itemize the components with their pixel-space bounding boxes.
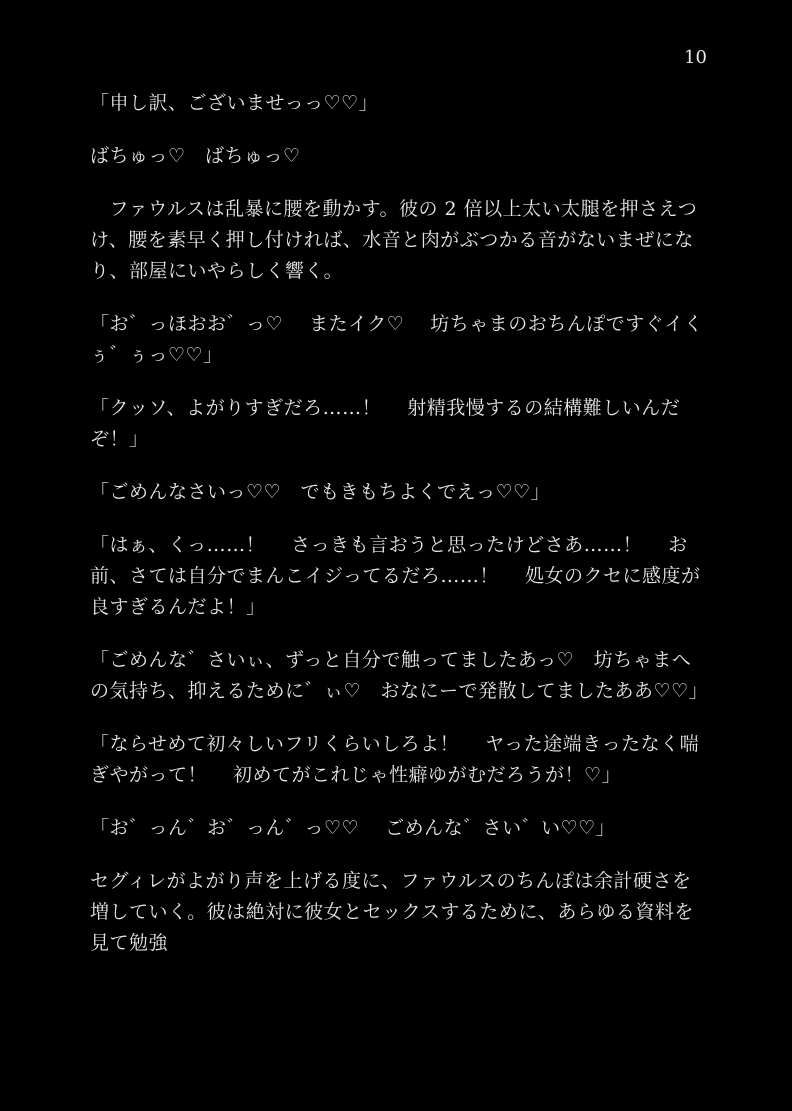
- paragraph: 「ごめんな゛さいぃ、ずっと自分で触ってましたあっ♡ 坊ちゃまへの気持ち、抑えるために゛ぃ♡ おなにーで発散してましたああ♡♡」: [90, 649, 709, 702]
- paragraph: 「はぁ、くっ……！ さっきも言おうと思ったけどさあ……！ お前、さては自分でまんこイジってるだろ……！ 処女のクセに感度が良すぎるんだよ！」: [90, 534, 701, 618]
- paragraph: 「ならせめて初々しいフリくらいしろよ！ ヤった途端きったなく喘ぎやがって！ 初めてがこれじゃ性癖ゆがむだろうが！♡」: [90, 733, 700, 786]
- page-number: 10: [684, 47, 707, 68]
- paragraph: 「申し訳、ございませっっ♡♡」: [90, 92, 379, 114]
- paragraph: 「お゛っほおお゛っ♡ またイク♡ 坊ちゃまのおちんぽですぐイくぅ゛ぅっ♡♡」: [90, 313, 704, 366]
- paragraph: 「クッソ、よがりすぎだろ……！ 射精我慢するの結構難しいんだぞ！」: [90, 397, 681, 450]
- paragraph: 「ごめんなさいっ♡♡ でもきもちよくでえっ♡♡」: [90, 481, 551, 503]
- paragraph: ばちゅっ♡ ばちゅっ♡: [90, 145, 301, 167]
- paragraph: セグィレがよがり声を上げる度に、ファウルスのちんぽは余計硬さを増していく。彼は絶対に彼女とセックスするために、あらゆる資料を見て勉強: [90, 870, 694, 954]
- body-text: [90, 88, 710, 959]
- paragraph: ファウルスは乱暴に腰を動かす。彼の 2 倍以上太い太腿を押さえつけ、腰を素早く押し付ければ、水音と肉がぶつかる音がないまぜになり、部屋にいやらしく響く。: [90, 198, 698, 282]
- paragraph: 「お゛っん゛お゛っん゛っ♡♡ ごめんな゛さい゛い♡♡」: [90, 817, 616, 839]
